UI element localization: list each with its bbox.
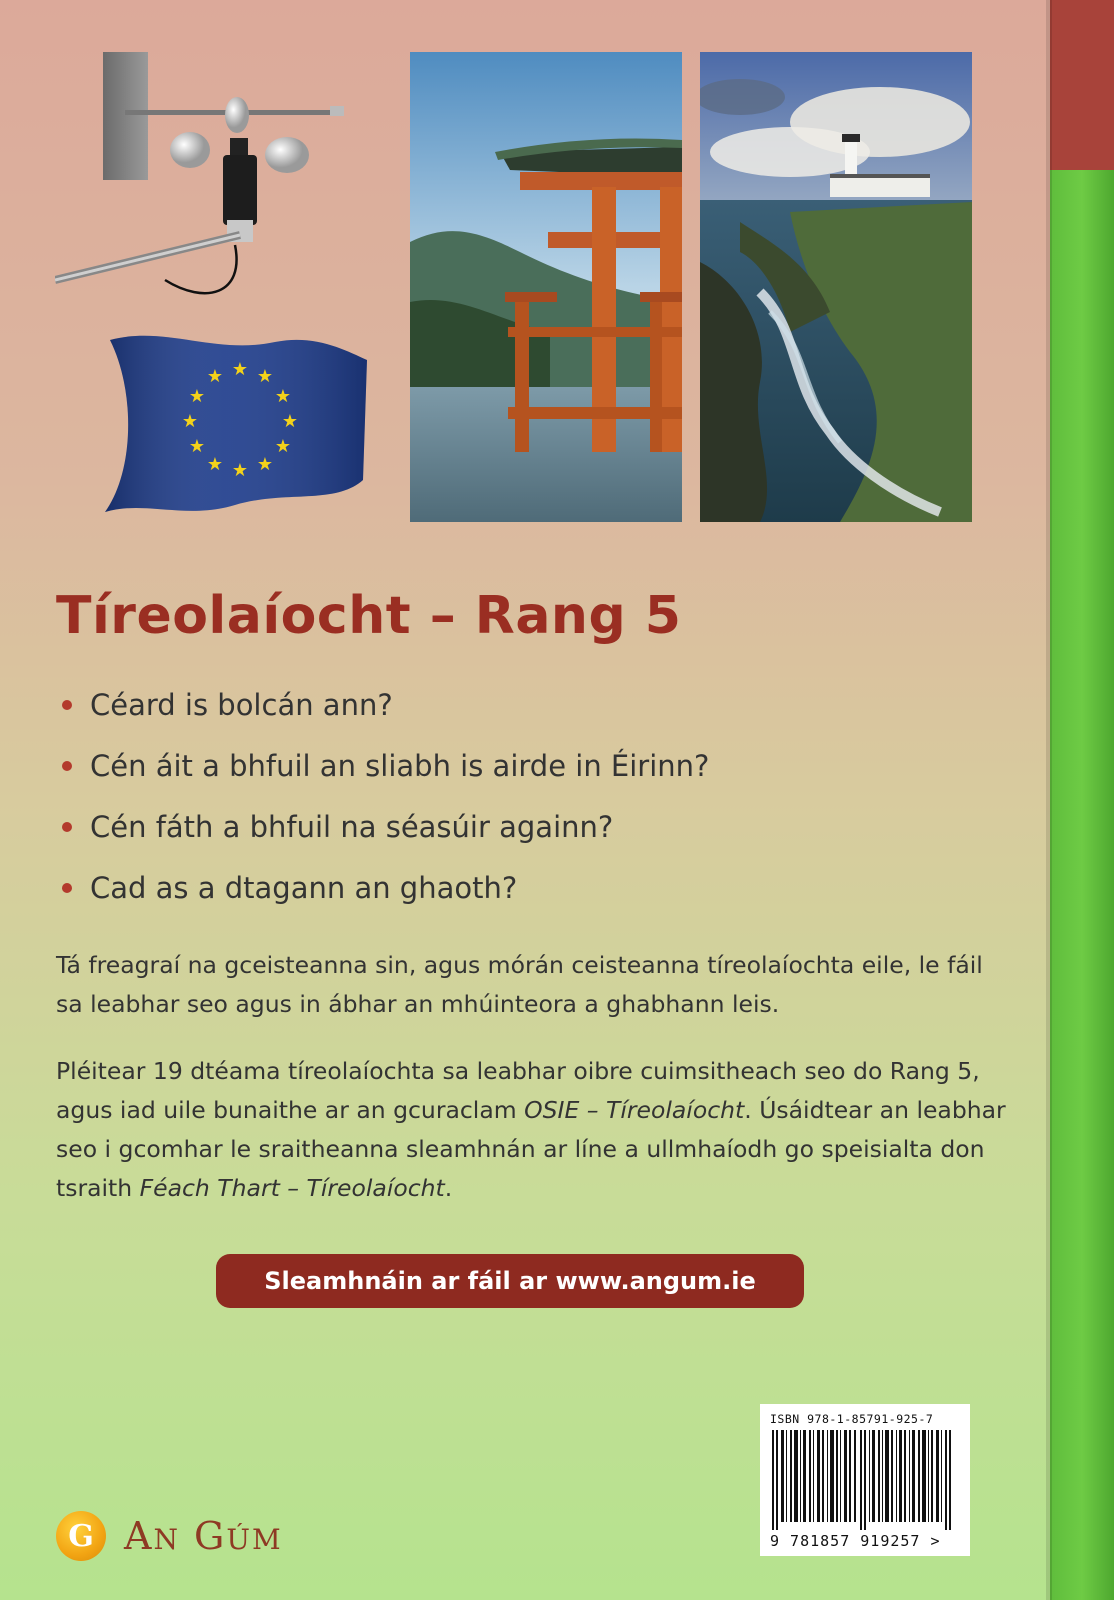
description-paragraph-1: Tá freagraí na gceisteanna sin, agus mórán ceisteanna tíreolaíochta eile, le fáil sa leabhar seo agus in ábhar an mhúinteora a ghabhann leis. (56, 951, 983, 1018)
paragraph-text: Pléitear 19 dtéama tíreolaíochta sa leabhar oibre cuimsitheach seo do Rang 5, agus iad uile bunaithe ar an gcuraclam (56, 1057, 980, 1124)
curriculum-name: OSIE – Tíreolaíocht (524, 1096, 745, 1124)
torii-gate-image (410, 52, 682, 522)
publisher-name-rest: ÚM (226, 1523, 283, 1556)
publisher-mark (56, 1506, 283, 1566)
svg-text:★: ★ (181, 411, 199, 432)
website-link-button[interactable]: Sleamhnáin ar fáil ar www.angum.ie (216, 1254, 804, 1308)
svg-text:★: ★ (188, 436, 206, 457)
publisher-name (124, 1514, 283, 1558)
spine-edge (1046, 0, 1052, 1600)
anemometer-image (55, 40, 355, 320)
barcode-digits: 9 781857 919257 > (770, 1532, 941, 1550)
publisher-name-initial: A (124, 1514, 154, 1558)
spine-green-band (1050, 170, 1114, 1600)
svg-text:★: ★ (274, 436, 292, 457)
bullet-icon (62, 822, 72, 832)
question-item (60, 685, 709, 746)
paragraph-text: . (444, 1174, 453, 1202)
lighthouse-cliffs-image (700, 52, 972, 522)
question-text: Cad as a dtagann an ghaoth? (90, 871, 518, 905)
svg-text:★: ★ (188, 386, 206, 407)
paragraph-text: . Úsáidtear an leabhar seo i gcomhar le sraitheanna sleamhnán ar líne a ullmhaíodh go speisialta don tsraith (56, 1096, 1006, 1202)
question-text: Cén áit a bhfuil an sliabh is airde in Éirinn? (90, 749, 710, 783)
description-paragraph-2 (56, 1052, 1006, 1208)
question-text: Céard is bolcán ann? (90, 688, 393, 722)
svg-text:★: ★ (231, 359, 249, 380)
spine-red-band (1050, 0, 1114, 170)
isbn-label: ISBN 978-1-85791-925-7 (770, 1412, 934, 1426)
logo-letter: G (68, 1518, 94, 1554)
bullet-icon (62, 700, 72, 710)
svg-text:★: ★ (256, 454, 274, 475)
page-title: Tíreolaíocht – Rang 5 (56, 586, 682, 646)
isbn-barcode-box (760, 1404, 970, 1556)
svg-text:★: ★ (231, 460, 249, 481)
bullet-icon (62, 883, 72, 893)
publisher-name-initial: G (194, 1514, 227, 1558)
series-name: Féach Thart – Tíreolaíocht (139, 1174, 445, 1202)
svg-text:★: ★ (256, 366, 274, 387)
question-item (60, 807, 709, 868)
question-item (60, 746, 709, 807)
publisher-logo-icon (56, 1511, 106, 1561)
question-list (60, 685, 709, 929)
eu-flag-image (105, 330, 375, 530)
publisher-name-rest: N (153, 1523, 180, 1556)
bullet-icon (62, 761, 72, 771)
svg-text:★: ★ (274, 386, 292, 407)
svg-text:★: ★ (281, 411, 299, 432)
barcode-icon (770, 1430, 960, 1530)
question-text: Cén fáth a bhfuil na séasúir againn? (90, 810, 614, 844)
svg-text:★: ★ (206, 366, 224, 387)
svg-text:★: ★ (206, 454, 224, 475)
question-item (60, 868, 709, 929)
